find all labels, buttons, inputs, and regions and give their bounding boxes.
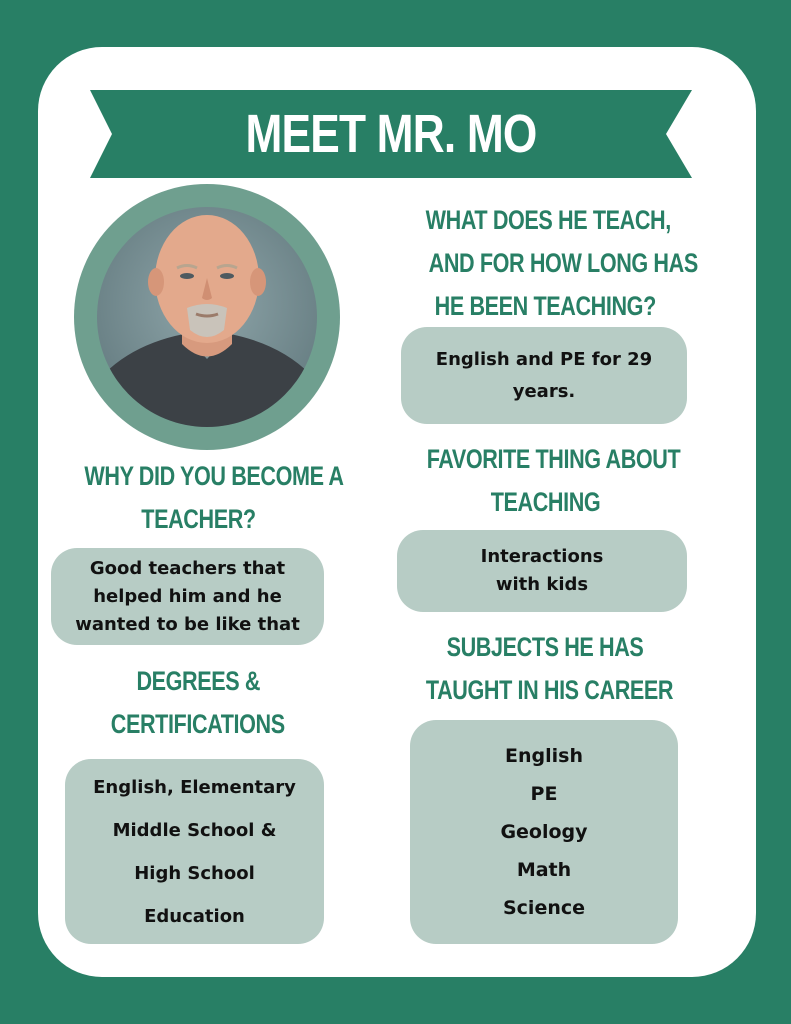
degrees-heading bbox=[52, 660, 344, 746]
teach-answer-line: English and PE for 29 bbox=[435, 348, 653, 370]
subjects-answer-line: Math bbox=[516, 859, 572, 881]
degrees-heading-line: CERTIFICATIONS bbox=[111, 709, 285, 739]
teach-heading-line: HE BEEN TEACHING? bbox=[434, 291, 656, 321]
favorite-heading-line: FAVORITE THING ABOUT bbox=[426, 444, 681, 474]
degrees-answer-line: Middle School & bbox=[112, 819, 277, 841]
favorite-answer-line: with kids bbox=[495, 574, 589, 595]
subjects-answer-line: Geology bbox=[500, 821, 588, 843]
why-answer-line: Good teachers that bbox=[89, 557, 286, 579]
favorite-heading bbox=[395, 438, 695, 524]
teach-answer-line: years. bbox=[512, 380, 576, 402]
why-answer-line: helped him and he bbox=[93, 585, 282, 607]
degrees-answer-line: Education bbox=[144, 905, 245, 927]
why-answer-line: wanted to be like that bbox=[75, 613, 300, 635]
degrees-answer-box bbox=[65, 759, 324, 944]
subjects-answer-line: English bbox=[505, 745, 583, 767]
why-heading-line: TEACHER? bbox=[140, 504, 256, 534]
subjects-heading-line: TAUGHT IN HIS CAREER bbox=[425, 675, 674, 705]
subjects-heading-line: SUBJECTS HE HAS bbox=[446, 632, 644, 662]
teach-heading-line: AND FOR HOW LONG HAS bbox=[428, 248, 698, 278]
degrees-answer-line: High School bbox=[134, 862, 255, 884]
teach-answer-box bbox=[401, 327, 687, 424]
why-heading-line: WHY DID YOU BECOME A bbox=[84, 461, 344, 491]
degrees-answer-line: English, Elementary bbox=[93, 776, 296, 798]
subjects-answer-line: PE bbox=[530, 783, 558, 805]
subjects-answer-line: Science bbox=[502, 897, 586, 919]
favorite-answer-box bbox=[397, 530, 687, 612]
degrees-heading-line: DEGREES & bbox=[136, 666, 260, 696]
page-title: MEET MR. MO bbox=[245, 104, 537, 164]
favorite-heading-line: TEACHING bbox=[490, 487, 600, 517]
subjects-answer-box bbox=[410, 720, 678, 944]
teach-heading-line: WHAT DOES HE TEACH, bbox=[425, 205, 671, 235]
why-heading bbox=[52, 455, 344, 541]
favorite-answer-line: Interactions bbox=[480, 546, 604, 567]
why-answer-box bbox=[51, 548, 324, 645]
teacher-photo bbox=[74, 184, 340, 450]
teach-heading bbox=[395, 199, 698, 328]
teacher-portrait-icon bbox=[74, 184, 340, 450]
title-banner bbox=[90, 90, 692, 178]
subjects-heading bbox=[395, 626, 695, 712]
